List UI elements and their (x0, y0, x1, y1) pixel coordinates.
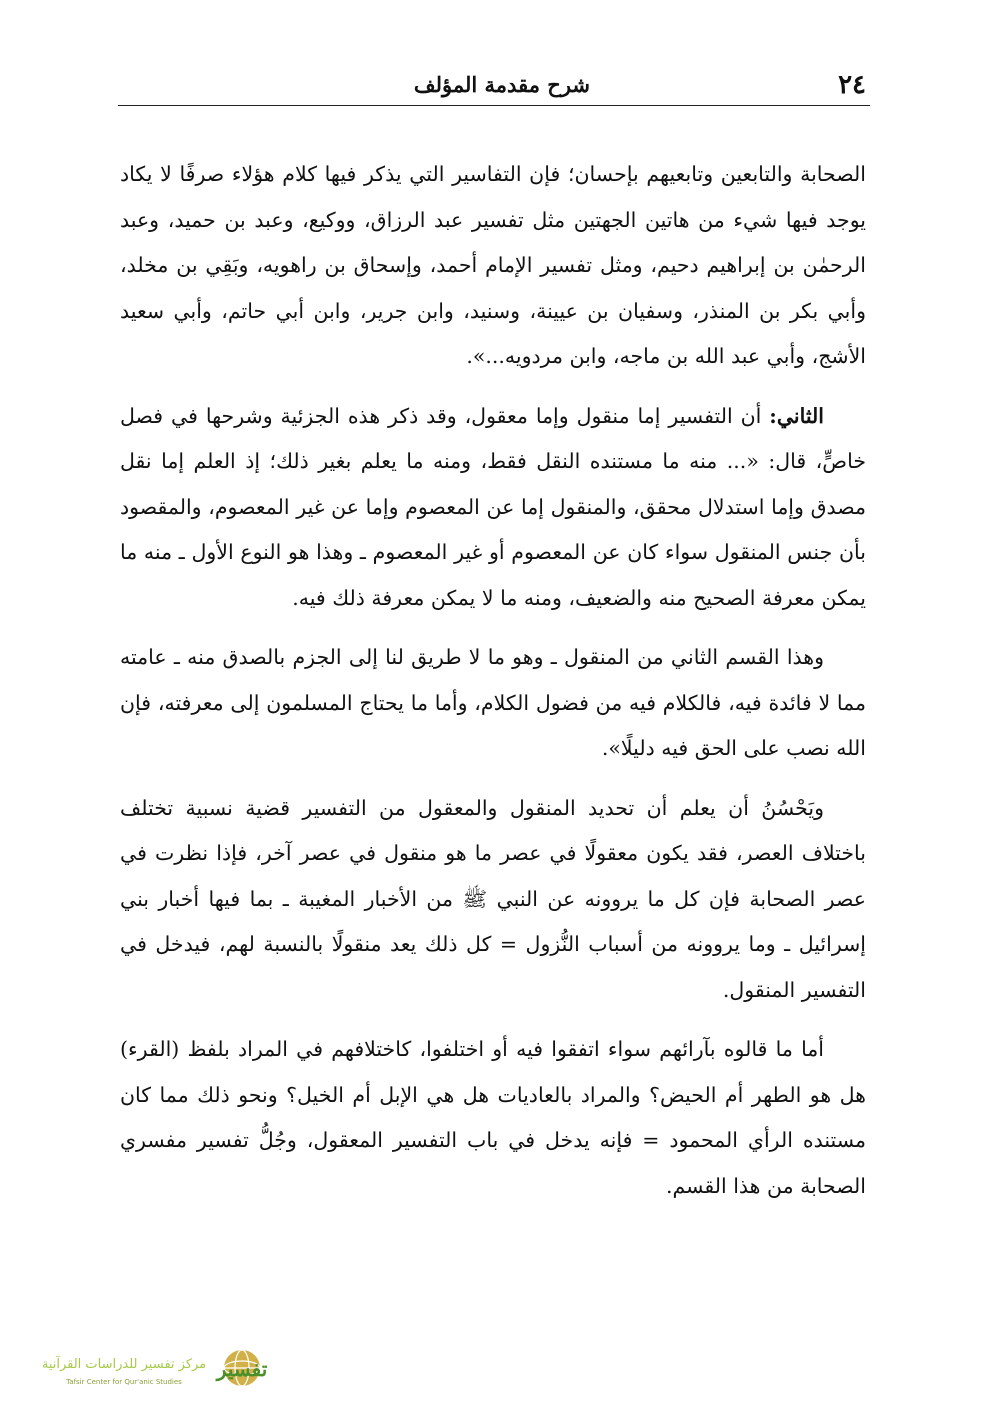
paragraph-text: أن التفسير إما منقول وإما معقول، وقد ذكر هذه الجزئية وشرحها في فصل خاصٍّ، قال: «... منه ما مستنده النقل فقط، ومنه ما يعلم بغير ذلك؛ إذ العلم إما نقل مصدق وإما استدلال محقق، والمنقول إما عن المعصوم وإما عن غير المعصوم، والمقصود بأن جنس المنقول سواء كان عن المعصوم أو غير المعصوم ـ وهذا هو النوع الأول ـ منه ما يمكن معرفة الصحيح منه والضعيف، ومنه ما لا يمكن معرفة ذلك فيه. (120, 403, 866, 610)
paragraph-1 (120, 152, 866, 380)
paragraph-2 (120, 394, 866, 622)
paragraph-text: وهذا القسم الثاني من المنقول ـ وهو ما لا طريق لنا إلى الجزم بالصدق منه ـ عامته مما لا فائدة فيه، فالكلام فيه من فضول الكلام، وأما ما يحتاج المسلمون إلى معرفته، فإن الله نصب على الحق فيه دليلًا». (120, 645, 866, 760)
paragraph-5 (120, 1027, 866, 1209)
paragraph-lead: الثاني: (769, 403, 824, 428)
paragraph-text: ويَحْسُنُ أن يعلم أن تحديد المنقول والمعقول من التفسير قضية نسبية تختلف باختلاف العصر، فقد يكون معقولًا في عصر ما هو منقول في عصر آخر، فإذا نظرت في عصر الصحابة فإن كل ما يروونه عن النبي ﷺ من الأخبار المغيبة ـ بما فيها أخبار بني إسرائيل ـ وما يروونه من أسباب النُّزول = كل ذلك يعد منقولًا بالنسبة لهم، فيدخل في التفسير المنقول. (120, 795, 866, 1002)
paragraph-4 (120, 786, 866, 1014)
logo-english-name: Tafsir Center for Qur'anic Studies (66, 1378, 182, 1386)
header-divider (118, 105, 870, 106)
running-title: شرح مقدمة المؤلف (413, 72, 590, 97)
page-header (118, 62, 870, 106)
body-text (120, 152, 866, 1223)
logo-word: تفسير (216, 1357, 268, 1381)
paragraph-text: أما ما قالوه بآرائهم سواء اتفقوا فيه أو اختلفوا، كاختلافهم في المراد بلفظ (القرء) هل هو الطهر أم الحيض؟ والمراد بالعاديات هل هي الإبل أم الخيل؟ ونحو ذلك مما كان مستنده الرأي المحمود = فإنه يدخل في باب التفسير المعقول، وجُلُّ تفسير مفسري الصحابة من هذا القسم. (120, 1037, 866, 1198)
logo-center-name: مركز تفسير للدراسات القرآنية (41, 1357, 207, 1372)
page-number: ٢٤ (838, 70, 866, 100)
tafsir-center-logo (28, 1346, 268, 1396)
paragraph-text: الصحابة والتابعين وتابعيهم بإحسان؛ فإن التفاسير التي يذكر فيها كلام هؤلاء صرفًا لا يكاد يوجد فيها شيء من هاتين الجهتين مثل تفسير عبد الرزاق، ووكيع، وعبد بن حميد، وعبد الرحمٰن بن إبراهيم دحيم، ومثل تفسير الإمام أحمد، وإسحاق بن راهويه، وبَقِي بن مخلد، وأبي بكر بن المنذر، وسفيان بن عيينة، وسنيد، وابن جرير، وابن أبي حاتم، وأبي سعيد الأشج، وأبي عبد الله بن ماجه، وابن مردويه...». (120, 162, 866, 368)
paragraph-3 (120, 635, 866, 772)
